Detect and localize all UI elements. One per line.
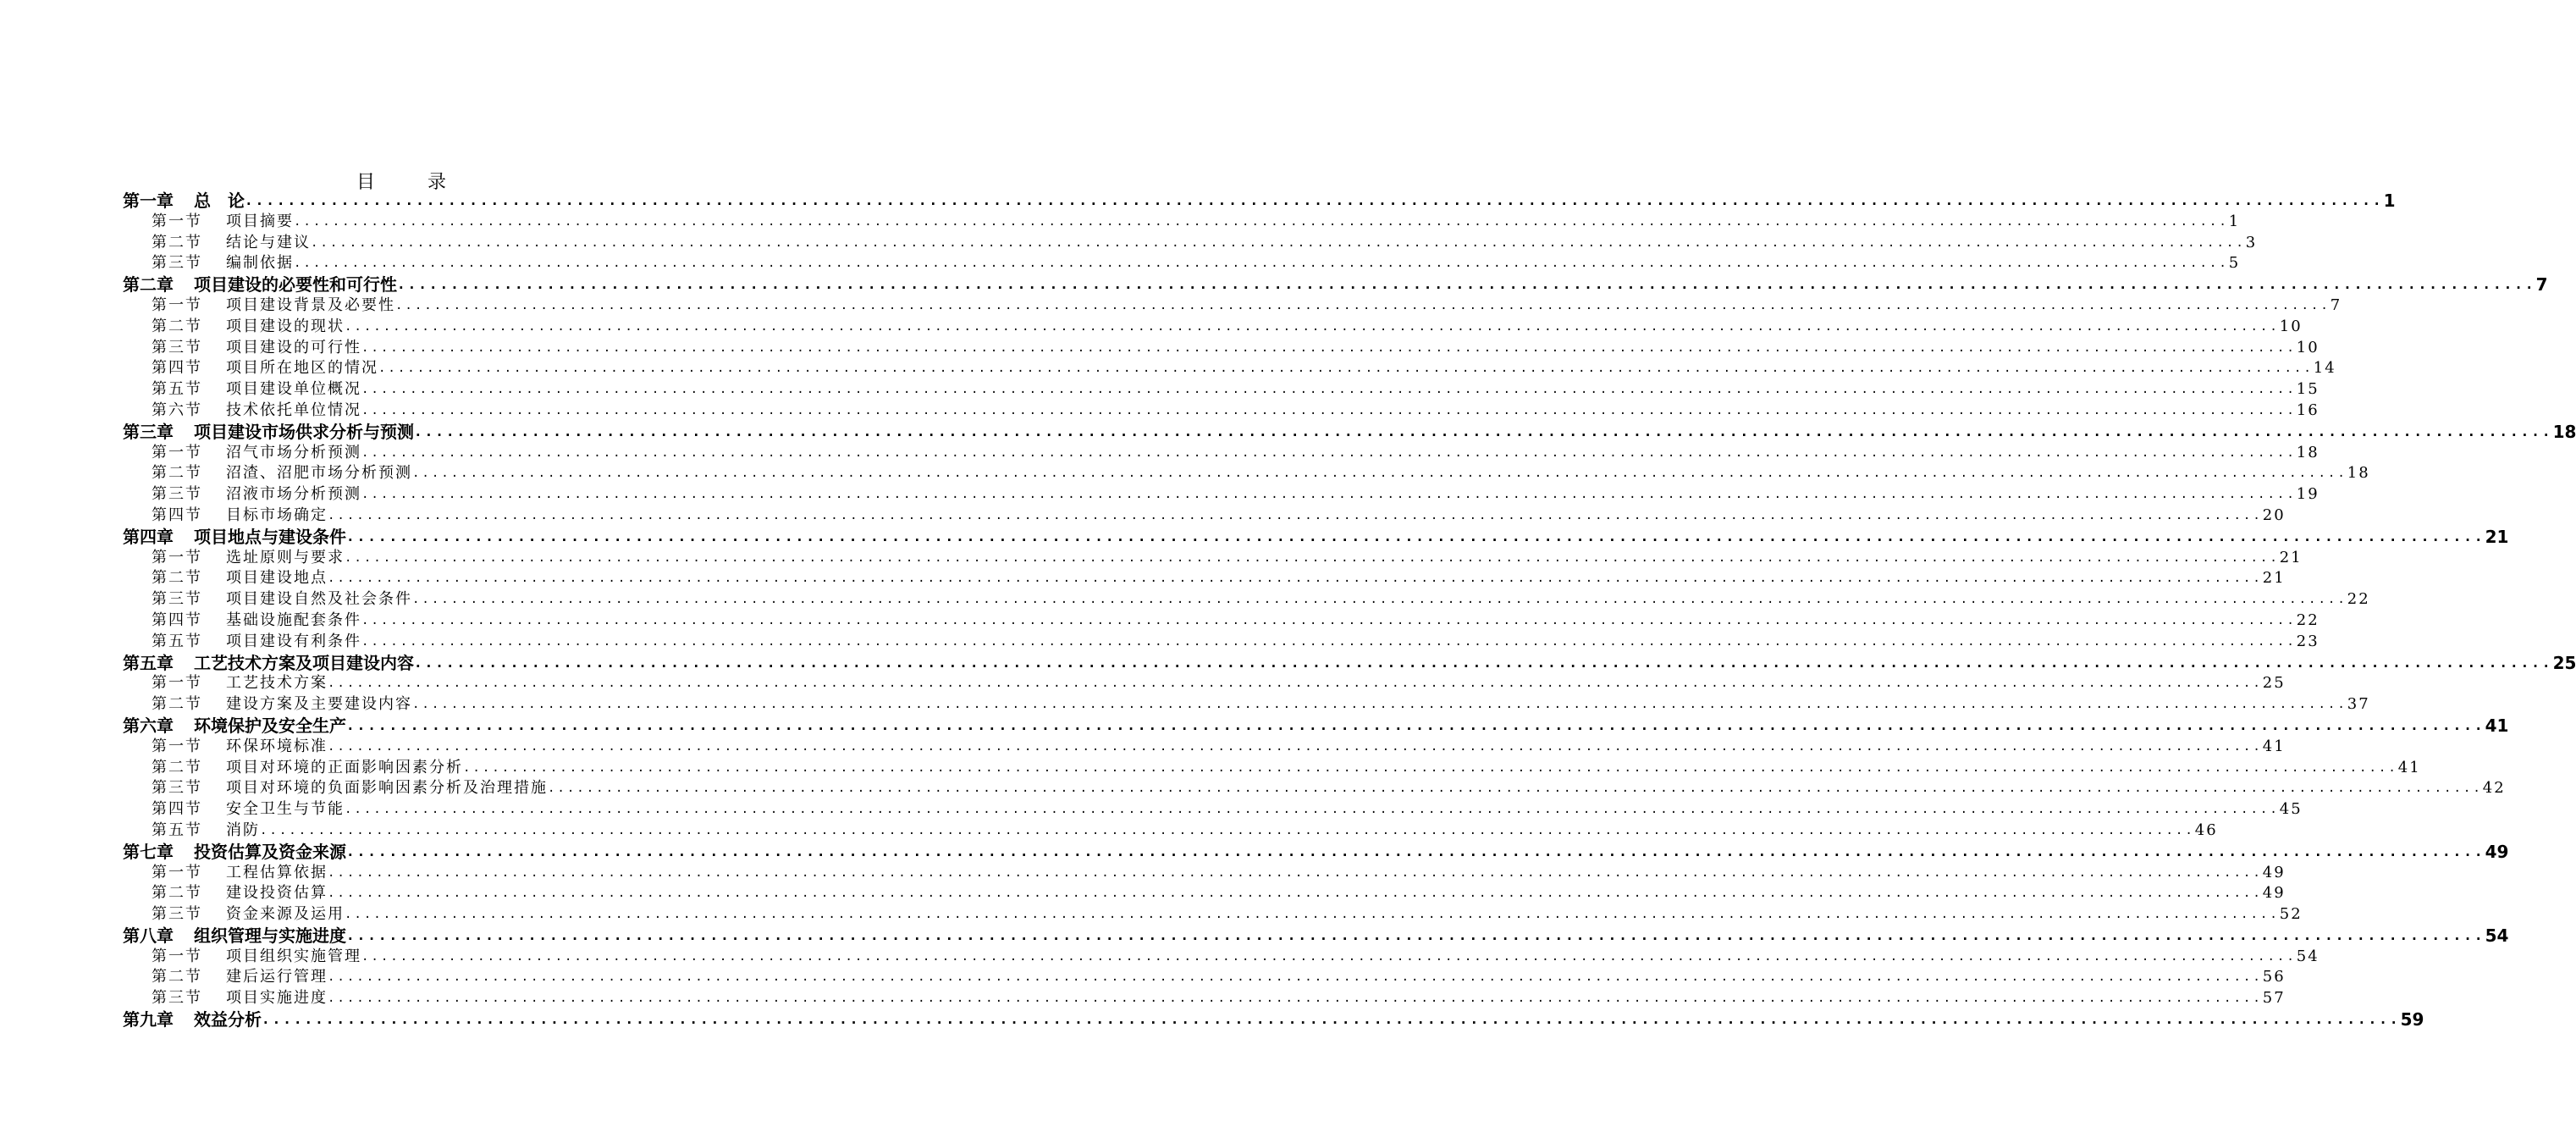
toc-entry-label: [152, 589, 412, 610]
toc-entry-label: [152, 673, 328, 694]
toc-entry-label: [152, 967, 328, 988]
toc-entry-number: 第二节: [152, 464, 202, 483]
toc-entry-title: 项目建设背景及必要性: [226, 296, 395, 314]
dot-leader: ........................................................................................................................................................................................................: [346, 842, 2485, 859]
toc-section-entry[interactable]: [123, 947, 2320, 968]
toc-entry-label: [152, 568, 328, 589]
toc-entry-number: 第二节: [152, 758, 202, 776]
toc-entry-label: [152, 379, 361, 401]
dot-leader: ........................................................................................................................................................................................................: [346, 926, 2485, 943]
dot-leader: ........................................................................................................................................................................................................: [361, 613, 2297, 627]
toc-entry-label: [152, 863, 328, 884]
toc-chapter-entry[interactable]: [123, 1009, 2424, 1030]
toc-section-entry[interactable]: [123, 988, 2286, 1009]
dot-leader: ........................................................................................................................................................................................................: [328, 887, 2263, 901]
toc-entry-page-number: 18: [2296, 443, 2320, 461]
toc-entry-number: 第一章: [123, 191, 174, 211]
toc-section-entry[interactable]: [123, 967, 2286, 988]
toc-entry-label: [123, 715, 346, 737]
toc-entry-title: 效益分析: [194, 1009, 262, 1030]
dot-leader: ........................................................................................................................................................................................................: [328, 992, 2263, 1006]
toc-chapter-entry[interactable]: [123, 274, 2548, 296]
toc-entry-page-number: 21: [2485, 526, 2509, 547]
toc-entry-page-number: 21: [2262, 569, 2286, 588]
toc-section-entry[interactable]: [123, 379, 2320, 401]
toc-entry-label: [152, 758, 463, 779]
toc-section-entry[interactable]: [123, 233, 2258, 254]
toc-entry-page-number: 10: [2279, 317, 2303, 335]
toc-entry-page-number: 41: [2397, 758, 2421, 776]
toc-entry-page-number: 59: [2400, 1009, 2424, 1030]
toc-entry-number: 第三节: [152, 779, 202, 798]
toc-entry-label: [123, 653, 414, 674]
toc-entry-title: 结论与建议: [226, 233, 311, 251]
toc-entry-title: 建设投资估算: [226, 884, 328, 903]
toc-entry-title: 项目建设有利条件: [226, 632, 361, 650]
toc-section-entry[interactable]: [123, 358, 2336, 379]
toc-entry-number: 第一节: [152, 296, 202, 314]
dot-leader: ........................................................................................................................................................................................................: [463, 760, 2398, 775]
dot-leader: ........................................................................................................................................................................................................: [361, 383, 2297, 397]
toc-entry-number: 第九章: [123, 1009, 174, 1030]
toc-entry-label: [152, 296, 395, 317]
toc-entry-page-number: 46: [2194, 820, 2218, 839]
toc-entry-number: 第四节: [152, 505, 202, 524]
dot-leader: ........................................................................................................................................................................................................: [414, 654, 2553, 671]
dot-leader: ........................................................................................................................................................................................................: [328, 739, 2263, 754]
toc-entry-page-number: 10: [2296, 338, 2320, 356]
toc-entry-label: [123, 925, 346, 947]
toc-entry-title: 项目建设的现状: [226, 317, 345, 335]
dot-leader: ........................................................................................................................................................................................................: [345, 550, 2280, 565]
dot-leader: ........................................................................................................................................................................................................: [328, 572, 2263, 586]
toc-entry-title: 安全卫生与节能: [226, 800, 345, 819]
toc-entry-number: 第六章: [123, 715, 174, 736]
toc-section-entry[interactable]: [123, 463, 2370, 484]
toc-entry-number: 第二节: [152, 317, 202, 335]
toc-entry-title: 工艺技术方案: [226, 674, 328, 693]
toc-chapter-entry[interactable]: [123, 421, 2576, 443]
toc-entry-number: 第四章: [123, 526, 174, 547]
toc-entry-page-number: 19: [2296, 485, 2320, 504]
dot-leader: ........................................................................................................................................................................................................: [311, 235, 2246, 250]
toc-entry-title: 投资估算及资金来源: [194, 841, 346, 862]
toc-entry-title: 项目摘要: [226, 212, 294, 230]
toc-section-entry[interactable]: [123, 863, 2286, 884]
toc-entry-title: 组织管理与实施进度: [194, 925, 346, 946]
dot-leader: ........................................................................................................................................................................................................: [328, 677, 2263, 691]
toc-section-entry[interactable]: [123, 589, 2370, 610]
toc-section-entry[interactable]: [123, 212, 2241, 233]
toc-entry-title: 项目对环境的正面影响因素分析: [226, 758, 463, 776]
toc-entry-page-number: 42: [2482, 779, 2506, 798]
toc-entry-number: 第二节: [152, 695, 202, 714]
toc-section-entry[interactable]: [123, 548, 2303, 569]
toc-entry-page-number: 1: [2383, 191, 2396, 211]
toc-entry-label: [152, 610, 361, 632]
toc-entry-page-number: 25: [2262, 674, 2286, 693]
toc-entry-page-number: 5: [2228, 254, 2241, 273]
toc-entry-label: [152, 253, 294, 274]
toc-entry-number: 第二节: [152, 884, 202, 903]
toc-section-entry[interactable]: [123, 673, 2286, 694]
toc-entry-number: 第一节: [152, 443, 202, 461]
dot-leader: ........................................................................................................................................................................................................: [294, 257, 2229, 271]
toc-entry-number: 第五节: [152, 632, 202, 650]
toc-chapter-entry[interactable]: [123, 841, 2509, 863]
toc-entry-label: [123, 422, 414, 443]
dot-leader: ........................................................................................................................................................................................................: [397, 276, 2536, 293]
toc-entry-title: 项目建设地点: [226, 569, 328, 588]
toc-entry-title: 工程估算依据: [226, 863, 328, 881]
toc-entry-number: 第三节: [152, 590, 202, 609]
toc-entry-page-number: 49: [2485, 841, 2509, 862]
toc-entry-title: 选址原则与要求: [226, 548, 345, 566]
toc-entry-page-number: 18: [2347, 464, 2370, 483]
toc-section-entry[interactable]: [123, 443, 2320, 464]
toc-entry-page-number: 23: [2296, 632, 2320, 650]
toc-entry-title: 基础设施配套条件: [226, 610, 361, 629]
toc-section-entry[interactable]: [123, 401, 2320, 422]
toc-entry-title: 资金来源及运用: [226, 905, 345, 924]
toc-entry-title: 工艺技术方案及项目建设内容: [194, 652, 414, 673]
toc-entry-title: 项目所在地区的情况: [226, 359, 378, 378]
toc-entry-page-number: 22: [2347, 590, 2370, 609]
toc-entry-page-number: 56: [2262, 968, 2286, 986]
toc-entry-label: [152, 484, 361, 505]
toc-entry-page-number: 22: [2296, 610, 2320, 629]
toc-entry-page-number: 20: [2262, 505, 2286, 524]
toc-section-entry[interactable]: [123, 317, 2303, 338]
toc-section-entry[interactable]: [123, 505, 2286, 527]
dot-leader: ........................................................................................................................................................................................................: [412, 698, 2347, 712]
toc-entry-label: [152, 947, 361, 968]
toc-section-entry[interactable]: [123, 694, 2370, 715]
dot-leader: ........................................................................................................................................................................................................: [548, 782, 2483, 796]
dot-leader: ........................................................................................................................................................................................................: [346, 528, 2485, 544]
toc-entry-title: 项目对环境的负面影响因素分析及治理措施: [226, 779, 548, 798]
toc-entry-page-number: 37: [2347, 695, 2370, 714]
toc-entry-label: [152, 358, 378, 379]
toc-entry-label: [152, 463, 412, 484]
toc-entry-page-number: 1: [2228, 212, 2241, 230]
toc-entry-page-number: 49: [2262, 884, 2286, 903]
dot-leader: ........................................................................................................................................................................................................: [361, 403, 2297, 417]
toc-entry-number: 第五节: [152, 820, 202, 839]
toc-entry-label: [152, 988, 328, 1009]
toc-section-entry[interactable]: [123, 883, 2286, 904]
dot-leader: ........................................................................................................................................................................................................: [378, 362, 2314, 376]
toc-entry-number: 第一节: [152, 674, 202, 693]
dot-leader: ........................................................................................................................................................................................................: [328, 508, 2263, 522]
toc-entry-title: 项目建设的必要性和可行性: [194, 274, 397, 296]
dot-leader: ........................................................................................................................................................................................................: [412, 593, 2347, 607]
toc-entry-label: [152, 401, 361, 422]
toc-entry-page-number: 7: [2535, 274, 2548, 296]
toc-entry-title: 总 论: [194, 191, 245, 211]
toc-entry-title: 项目组织实施管理: [226, 947, 361, 965]
toc-entry-label: [152, 778, 548, 799]
toc-entry-title: 项目实施进度: [226, 989, 328, 1008]
toc-entry-number: 第六节: [152, 401, 202, 419]
toc-section-entry[interactable]: [123, 484, 2320, 505]
toc-entry-label: [152, 233, 311, 254]
toc-chapter-entry[interactable]: [123, 652, 2576, 674]
toc-section-entry[interactable]: [123, 820, 2218, 842]
toc-entry-title: 沼渣、沼肥市场分析预测: [226, 464, 412, 483]
toc-entry-title: 建后运行管理: [226, 968, 328, 986]
toc-chapter-entry[interactable]: [123, 526, 2509, 548]
toc-entry-page-number: 15: [2296, 380, 2320, 399]
toc-section-entry[interactable]: [123, 253, 2241, 274]
toc-entry-number: 第二节: [152, 233, 202, 251]
toc-section-entry[interactable]: [123, 904, 2303, 925]
toc-entry-page-number: 21: [2279, 548, 2303, 566]
toc-entry-title: 沼液市场分析预测: [226, 485, 361, 504]
dot-leader: ........................................................................................................................................................................................................: [328, 865, 2263, 880]
toc-entry-label: [123, 527, 346, 548]
toc-entry-label: [123, 842, 346, 863]
toc-title-part2: 录: [427, 172, 449, 193]
toc-entry-label: [152, 883, 328, 904]
dot-leader: ........................................................................................................................................................................................................: [260, 823, 2195, 837]
toc-section-entry[interactable]: [123, 799, 2303, 820]
toc-section-entry[interactable]: [123, 758, 2421, 779]
toc-chapter-entry[interactable]: [123, 925, 2509, 947]
toc-section-entry[interactable]: [123, 568, 2286, 589]
toc-entry-title: 项目地点与建设条件: [194, 526, 346, 547]
toc-entry-title: 环境保护及安全生产: [194, 715, 346, 736]
toc-entry-title: 建设方案及主要建设内容: [226, 695, 412, 714]
toc-entry-number: 第一节: [152, 212, 202, 230]
toc-section-entry[interactable]: [123, 778, 2506, 799]
toc-entry-number: 第五章: [123, 652, 174, 673]
toc-entry-label: [123, 274, 397, 296]
toc-entry-page-number: 57: [2262, 989, 2286, 1008]
toc-entry-number: 第三节: [152, 254, 202, 273]
toc-entry-title: 技术依托单位情况: [226, 401, 361, 419]
toc-entry-page-number: 52: [2279, 905, 2303, 924]
toc-entry-page-number: 25: [2552, 652, 2576, 673]
toc-section-entry[interactable]: [123, 737, 2286, 758]
toc-entry-title: 项目建设市场供求分析与预测: [194, 421, 414, 442]
toc-entry-label: [152, 443, 361, 464]
dot-leader: ........................................................................................................................................................................................................: [361, 488, 2297, 502]
toc-entry-label: [152, 317, 345, 338]
toc-entry-page-number: 14: [2313, 359, 2336, 378]
toc-entry-number: 第一节: [152, 863, 202, 881]
toc-entry-number: 第三节: [152, 989, 202, 1008]
dot-leader: ........................................................................................................................................................................................................: [361, 949, 2297, 964]
toc-entry-page-number: 54: [2296, 947, 2320, 965]
dot-leader: ........................................................................................................................................................................................................: [361, 634, 2297, 649]
dot-leader: ........................................................................................................................................................................................................: [395, 298, 2331, 312]
toc-section-entry[interactable]: [123, 610, 2320, 632]
dot-leader: ........................................................................................................................................................................................................: [345, 319, 2280, 334]
dot-leader: ........................................................................................................................................................................................................: [346, 716, 2485, 733]
toc-entry-number: 第四节: [152, 610, 202, 629]
toc-entry-number: 第三章: [123, 421, 174, 442]
dot-leader: ........................................................................................................................................................................................................: [361, 445, 2297, 460]
toc-title-part1: 目: [356, 172, 377, 193]
toc-entry-number: 第一节: [152, 548, 202, 566]
table-of-contents: [123, 191, 2576, 1030]
dot-leader: ........................................................................................................................................................................................................: [414, 423, 2553, 439]
toc-section-entry[interactable]: [123, 632, 2320, 653]
toc-entry-label: [152, 737, 328, 758]
toc-entry-number: 第一节: [152, 947, 202, 965]
toc-entry-title: 消防: [226, 820, 260, 839]
dot-leader: ........................................................................................................................................................................................................: [345, 908, 2280, 922]
toc-entry-title: 项目建设自然及社会条件: [226, 590, 412, 609]
toc-entry-label: [152, 505, 328, 527]
toc-entry-label: [152, 904, 345, 925]
toc-entry-page-number: 49: [2262, 863, 2286, 881]
toc-section-entry[interactable]: [123, 338, 2320, 359]
toc-entry-number: 第四节: [152, 800, 202, 819]
toc-entry-label: [152, 820, 260, 842]
dot-leader: ........................................................................................................................................................................................................: [245, 192, 2384, 208]
toc-entry-page-number: 7: [2330, 296, 2342, 314]
dot-leader: ........................................................................................................................................................................................................: [412, 467, 2347, 481]
toc-entry-label: [152, 548, 345, 569]
dot-leader: ........................................................................................................................................................................................................: [294, 214, 2229, 229]
toc-entry-label: [123, 1009, 262, 1030]
dot-leader: ........................................................................................................................................................................................................: [328, 970, 2263, 985]
toc-entry-number: 第七章: [123, 841, 174, 862]
toc-entry-page-number: 45: [2279, 800, 2303, 819]
toc-entry-page-number: 41: [2485, 715, 2509, 736]
toc-entry-page-number: 16: [2296, 401, 2320, 419]
toc-entry-title: 编制依据: [226, 254, 294, 273]
toc-chapter-entry[interactable]: [123, 715, 2509, 737]
toc-entry-page-number: 3: [2245, 233, 2258, 251]
toc-entry-number: 第五节: [152, 380, 202, 399]
dot-leader: ........................................................................................................................................................................................................: [345, 803, 2280, 817]
toc-entry-number: 第一节: [152, 737, 202, 755]
toc-entry-page-number: 54: [2485, 925, 2509, 946]
toc-entry-label: [152, 694, 412, 715]
toc-entry-title: 环保环境标准: [226, 737, 328, 755]
toc-entry-title: 项目建设单位概况: [226, 380, 361, 399]
toc-entry-number: 第三节: [152, 905, 202, 924]
toc-entry-number: 第四节: [152, 359, 202, 378]
toc-entry-number: 第二节: [152, 968, 202, 986]
toc-entry-number: 第二节: [152, 569, 202, 588]
toc-chapter-entry[interactable]: [123, 191, 2396, 212]
toc-entry-number: 第二章: [123, 274, 174, 296]
toc-entry-page-number: 18: [2552, 421, 2576, 442]
toc-entry-number: 第三节: [152, 338, 202, 356]
toc-section-entry[interactable]: [123, 296, 2342, 317]
toc-entry-title: 目标市场确定: [226, 505, 328, 524]
dot-leader: ........................................................................................................................................................................................................: [262, 1011, 2401, 1028]
toc-entry-number: 第三节: [152, 485, 202, 504]
toc-entry-label: [123, 191, 245, 212]
toc-entry-label: [152, 632, 361, 653]
toc-entry-label: [152, 799, 345, 820]
toc-entry-label: [152, 338, 361, 359]
toc-entry-page-number: 41: [2262, 737, 2286, 755]
toc-entry-label: [152, 212, 294, 233]
toc-entry-title: 沼气市场分析预测: [226, 443, 361, 461]
toc-entry-title: 项目建设的可行性: [226, 338, 361, 356]
toc-entry-number: 第八章: [123, 925, 174, 946]
dot-leader: ........................................................................................................................................................................................................: [361, 340, 2297, 355]
